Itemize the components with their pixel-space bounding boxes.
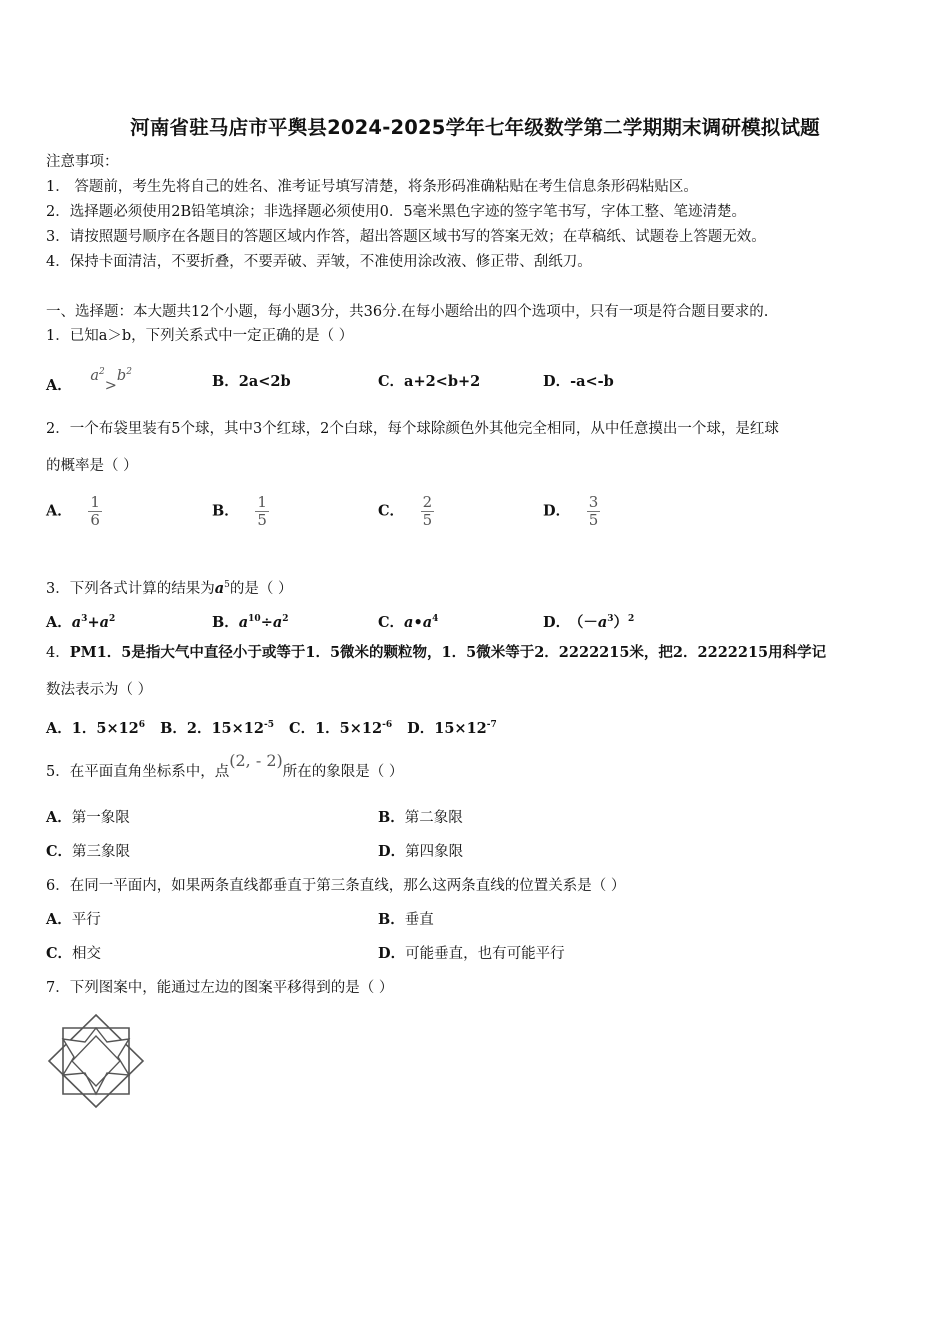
option-text: 1．5×12 bbox=[71, 719, 139, 737]
question-number: 3． bbox=[46, 580, 70, 597]
q4-option-a[interactable] bbox=[46, 720, 145, 737]
option-label: A． bbox=[46, 376, 72, 394]
math-rel: > bbox=[104, 377, 117, 394]
math-exp: 2 bbox=[126, 367, 132, 377]
math-base: a bbox=[90, 367, 100, 384]
option-label: A． bbox=[46, 613, 72, 631]
option-text: 平行 bbox=[71, 912, 101, 928]
question-number: 1． bbox=[46, 328, 70, 344]
q4-option-c[interactable] bbox=[289, 720, 392, 737]
math-base: a bbox=[71, 613, 82, 631]
math-base: b bbox=[116, 367, 127, 384]
question-text: 一个布袋里装有5个球，其中3个红球，2个白球，每个球除颜色外其他完全相同，从中任意摸出一个球，是红球 bbox=[69, 421, 779, 437]
q1-option-b[interactable] bbox=[212, 373, 291, 391]
question-text: 下列各式计算的结果为 bbox=[69, 580, 215, 597]
numerator: 1 bbox=[257, 493, 267, 511]
math-base: a bbox=[422, 613, 433, 631]
option-label: C． bbox=[378, 373, 405, 390]
question-number: 5． bbox=[46, 764, 70, 780]
option-label: C． bbox=[46, 945, 73, 962]
page-title: 河南省驻马店市平舆县2024-2025学年七年级数学第二学期期末调研模拟试题 bbox=[130, 116, 820, 139]
denominator: 6 bbox=[90, 511, 100, 529]
math-base: a bbox=[597, 613, 608, 631]
math-base: a bbox=[238, 613, 249, 631]
q6-option-d[interactable] bbox=[378, 945, 565, 963]
option-label: C． bbox=[289, 719, 316, 737]
math-exp: 2 bbox=[99, 367, 105, 377]
q5-option-c[interactable] bbox=[46, 843, 130, 861]
option-label: C． bbox=[378, 613, 405, 631]
notice-item-4: 4．保持卡面清洁，不要折叠，不要弄破、弄皱，不准使用涂改液、修正带、刮纸刀。 bbox=[46, 254, 592, 270]
fraction bbox=[587, 494, 601, 529]
math-exp: 2 bbox=[109, 614, 116, 624]
q6-option-c[interactable] bbox=[46, 945, 101, 963]
math-op: • bbox=[413, 613, 423, 631]
math-exp: 5 bbox=[224, 580, 230, 590]
fraction bbox=[255, 494, 269, 529]
math-paren: ） bbox=[613, 613, 628, 631]
option-label: B． bbox=[378, 809, 405, 826]
denominator: 5 bbox=[422, 511, 433, 529]
math-exp: -7 bbox=[486, 720, 497, 730]
math-op: ÷ bbox=[260, 613, 273, 631]
option-label: B． bbox=[378, 911, 405, 928]
question-2-stem bbox=[46, 420, 779, 438]
question-6-stem bbox=[46, 877, 625, 895]
math-exp: 3 bbox=[81, 614, 88, 624]
question-text: 在平面直角坐标系中，点 bbox=[69, 764, 230, 780]
denominator: 5 bbox=[588, 511, 599, 529]
option-label: B． bbox=[212, 613, 239, 631]
math-exp: 6 bbox=[138, 720, 146, 730]
question-text: 在同一平面内，如果两条直线都垂直于第三条直线，那么这两条直线的位置关系是（ ） bbox=[69, 878, 626, 894]
q6-option-b[interactable] bbox=[378, 911, 434, 929]
math-base: a bbox=[272, 613, 283, 631]
option-label: D． bbox=[407, 719, 435, 737]
notice-item-2: 2．选择题必须使用2B铅笔填涂；非选择题必须使用0．5毫米黑色字迹的签字笔书写，字体工整、笔迹清楚。 bbox=[46, 204, 747, 220]
q3-option-a[interactable] bbox=[46, 610, 115, 632]
math-exp: 2 bbox=[282, 614, 289, 624]
notice-item-3: 3．请按照题号顺序在各题目的答题区域内作答，超出答题区域书写的答案无效；在草稿纸、试题卷上答题无效。 bbox=[46, 229, 766, 245]
question-text: PM1．5是指大气中直径小于或等于1．5微米的颗粒物，1．5微米等于2．2222215米，把2．2222215用科学记 bbox=[69, 644, 827, 661]
q5-option-d[interactable] bbox=[378, 843, 463, 861]
numerator: 3 bbox=[588, 493, 599, 511]
option-text: 2．15×12 bbox=[186, 719, 264, 737]
question-number: 7． bbox=[46, 980, 70, 996]
q4-options bbox=[46, 716, 497, 738]
math-exp: -6 bbox=[382, 720, 393, 730]
math-base: a bbox=[214, 579, 225, 597]
question-2-stem-cont: 的概率是（ ） bbox=[46, 458, 138, 474]
option-label: C． bbox=[46, 843, 73, 860]
q6-option-a[interactable] bbox=[46, 911, 101, 929]
math-base: a bbox=[99, 613, 109, 631]
option-text: 第三象限 bbox=[72, 844, 131, 860]
q1-option-a[interactable] bbox=[46, 367, 132, 395]
math-exp: 2 bbox=[628, 614, 635, 624]
math-exp: 3 bbox=[607, 614, 614, 624]
question-5-stem bbox=[46, 751, 404, 781]
option-label: D． bbox=[378, 945, 406, 962]
option-label: A． bbox=[46, 911, 72, 928]
math-paren: （－ bbox=[576, 613, 598, 631]
q3-option-d[interactable] bbox=[543, 610, 634, 632]
option-label: A． bbox=[46, 809, 72, 826]
option-label: A． bbox=[46, 502, 72, 520]
option-text: -a<-b bbox=[570, 373, 614, 390]
q1-option-c[interactable] bbox=[378, 373, 480, 391]
option-label: D． bbox=[543, 373, 571, 390]
option-text: 1．5×12 bbox=[315, 719, 383, 737]
math-exp: 10 bbox=[248, 614, 261, 624]
question-text: 下列图案中，能通过左边的图案平移得到的是（ ） bbox=[69, 980, 394, 996]
option-text: 第二象限 bbox=[404, 810, 463, 826]
question-text: 已知a＞b，下列关系式中一定正确的是（ ） bbox=[69, 328, 354, 344]
math-exp: 4 bbox=[432, 614, 439, 624]
section-heading: 一、选择题：本大题共12个小题，每小题3分，共36分.在每小题给出的四个选项中，只有一项是符合题目要求的. bbox=[46, 304, 769, 320]
q2-option-d[interactable] bbox=[543, 494, 600, 529]
math-op: + bbox=[87, 613, 100, 631]
option-label: D． bbox=[378, 843, 406, 860]
fraction bbox=[421, 494, 435, 529]
point-coordinate: (2, - 2) bbox=[229, 751, 283, 770]
q3-option-c[interactable] bbox=[378, 610, 438, 632]
option-label: B． bbox=[212, 373, 239, 390]
question-text: 所在的象限是（ ） bbox=[282, 764, 404, 780]
notice-item-1: 1． 答题前，考生先将自己的姓名、准考证号填写清楚，将条形码准确粘贴在考生信息条形码粘贴区。 bbox=[46, 179, 698, 195]
option-label: A． bbox=[46, 719, 72, 737]
option-text: 垂直 bbox=[404, 912, 434, 928]
option-text: 2a<2b bbox=[238, 373, 291, 390]
option-text: 第一象限 bbox=[71, 810, 130, 826]
q5-option-b[interactable] bbox=[378, 809, 463, 827]
q2-option-a[interactable] bbox=[46, 494, 102, 529]
q4-option-d[interactable] bbox=[407, 720, 497, 737]
question-1-stem bbox=[46, 327, 353, 345]
denominator: 5 bbox=[257, 511, 267, 529]
option-label: C． bbox=[378, 502, 405, 520]
question-7-stem bbox=[46, 979, 393, 997]
q2-option-c[interactable] bbox=[378, 494, 434, 529]
math-base: a bbox=[404, 613, 414, 631]
question-number: 6． bbox=[46, 878, 70, 894]
star-pattern-figure bbox=[46, 1012, 146, 1110]
option-text: 可能垂直，也有可能平行 bbox=[405, 946, 565, 962]
option-text: 第四象限 bbox=[405, 844, 464, 860]
q5-option-a[interactable] bbox=[46, 809, 130, 827]
option-label: D． bbox=[543, 502, 571, 520]
math-exp: -5 bbox=[263, 720, 274, 730]
option-text: 相交 bbox=[72, 946, 102, 962]
option-label: D． bbox=[543, 613, 571, 631]
question-text: 的是（ ） bbox=[229, 580, 293, 597]
option-label: B． bbox=[160, 719, 187, 737]
q3-option-b[interactable] bbox=[212, 610, 289, 632]
question-number: 4． bbox=[46, 645, 70, 661]
question-number: 2． bbox=[46, 421, 70, 437]
fraction bbox=[88, 494, 102, 529]
numerator: 2 bbox=[422, 493, 433, 511]
numerator: 1 bbox=[90, 493, 100, 511]
option-label: B． bbox=[212, 502, 239, 520]
q4-option-b[interactable] bbox=[160, 720, 274, 737]
notice-heading: 注意事项： bbox=[46, 154, 119, 170]
question-4-stem bbox=[46, 644, 826, 662]
q2-option-b[interactable] bbox=[212, 494, 269, 529]
option-text: 15×12 bbox=[434, 719, 487, 737]
question-4-stem-cont: 数法表示为（ ） bbox=[46, 682, 153, 698]
q1-option-d[interactable] bbox=[543, 373, 614, 391]
question-3-stem bbox=[46, 576, 292, 598]
option-text: a+2<b+2 bbox=[404, 373, 481, 390]
